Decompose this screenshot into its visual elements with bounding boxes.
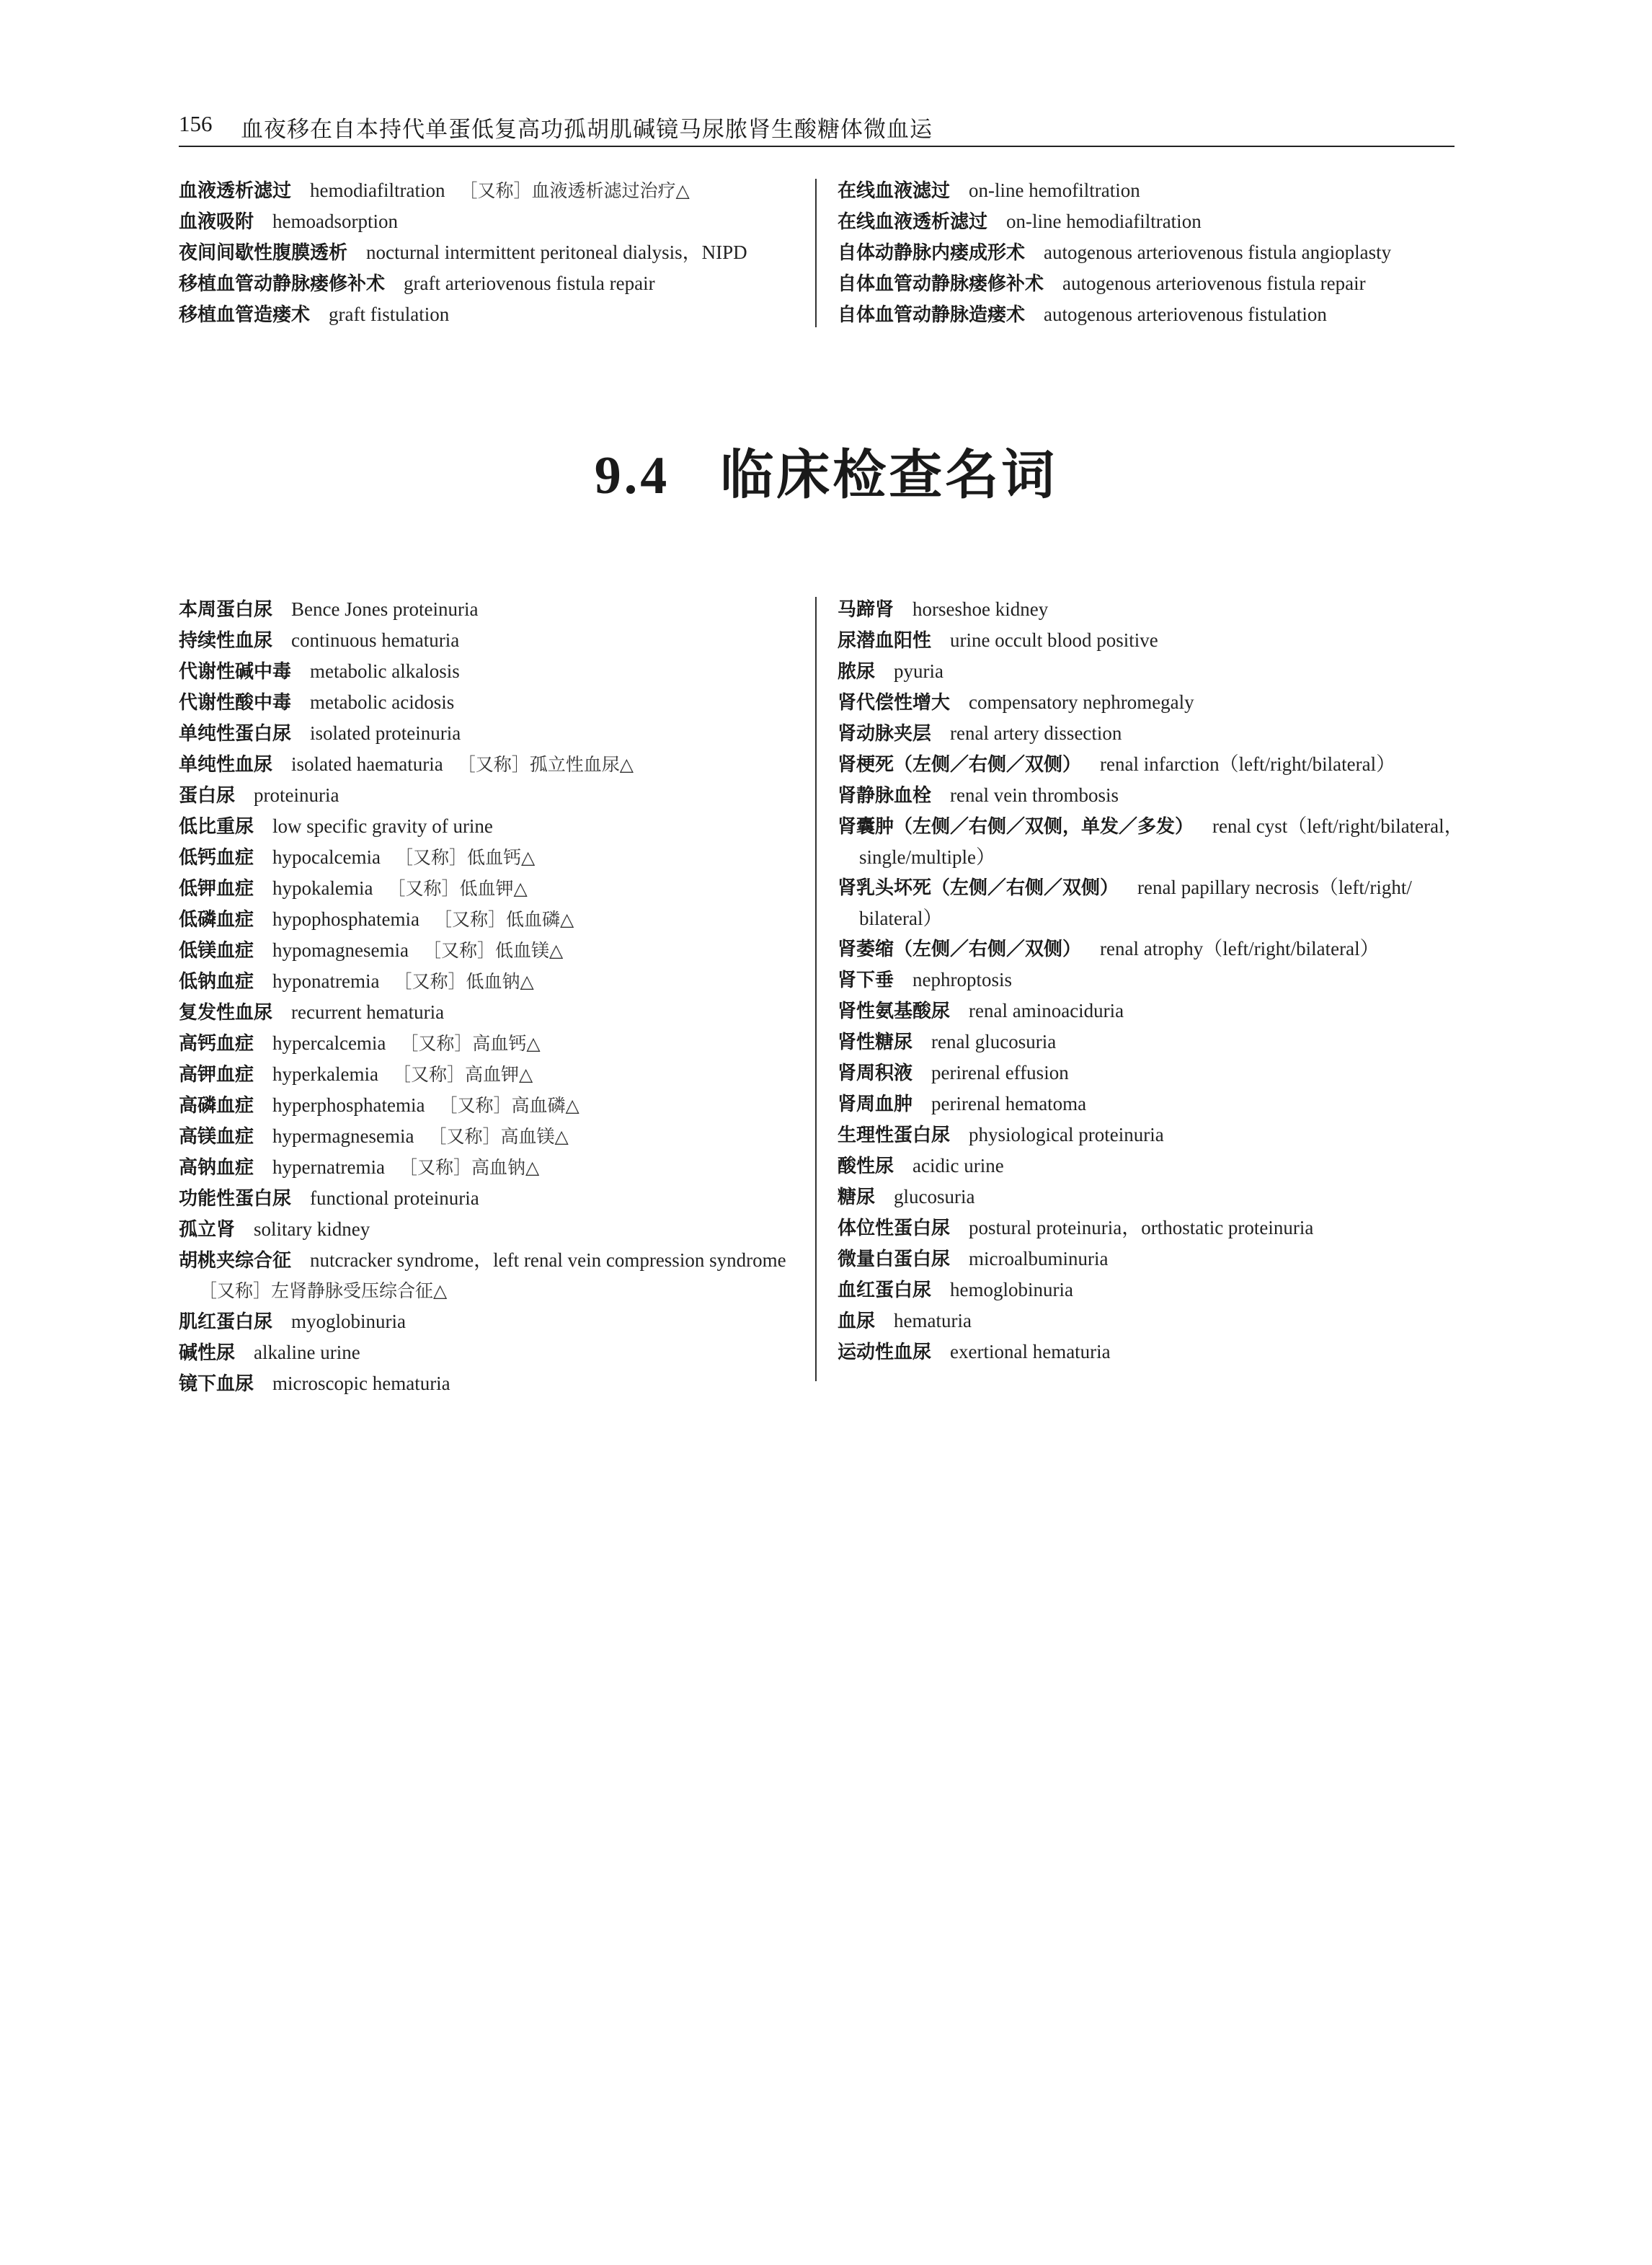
glossary-entry <box>838 780 1464 811</box>
english-term: pyuria <box>894 660 943 682</box>
glossary-entry <box>838 934 1464 965</box>
chinese-term: 马蹄肾 <box>838 599 894 621</box>
english-term: hypokalemia <box>272 877 373 899</box>
english-term: hypernatremia <box>272 1156 385 1178</box>
english-term: physiological proteinuria <box>969 1124 1164 1145</box>
english-term: myoglobinuria <box>291 1311 406 1332</box>
header-rule <box>179 146 1455 147</box>
glossary-entry <box>179 1090 786 1121</box>
english-term: autogenous arteriovenous fistulation <box>1044 303 1327 325</box>
english-term: hyperkalemia <box>272 1063 378 1085</box>
english-term: renal aminoaciduria <box>969 1000 1124 1021</box>
english-term: microscopic hematuria <box>272 1373 450 1394</box>
chinese-term: 低钠血症 <box>179 971 254 993</box>
glossary-entry <box>838 996 1464 1027</box>
glossary-entry <box>179 237 747 268</box>
top-right-column <box>838 175 1391 330</box>
glossary-entry <box>838 1244 1464 1275</box>
english-term: compensatory nephromegaly <box>969 691 1194 713</box>
glossary-entry <box>838 1027 1464 1058</box>
english-term: perirenal hematoma <box>931 1093 1087 1114</box>
glossary-entry <box>179 1214 786 1245</box>
glossary-entry <box>179 1121 786 1152</box>
chinese-term: 肾梗死（左侧／右侧／双侧） <box>838 754 1082 776</box>
chinese-term: 肾乳头坏死（左侧／右侧／双侧） <box>838 877 1119 899</box>
chinese-term: 高钾血症 <box>179 1064 254 1086</box>
chinese-term: 肾周积液 <box>838 1063 913 1084</box>
chinese-term: 血液吸附 <box>179 211 254 233</box>
english-term: microalbuminuria <box>969 1248 1109 1269</box>
chinese-term: 孤立肾 <box>179 1219 236 1241</box>
english-term: hyperphosphatemia <box>272 1094 425 1116</box>
chinese-term: 低镁血症 <box>179 940 254 962</box>
glossary-entry <box>179 687 786 718</box>
english-term: glucosuria <box>894 1186 975 1207</box>
chinese-term: 肾性氨基酸尿 <box>838 1001 951 1022</box>
glossary-entry <box>838 1275 1464 1306</box>
chinese-term: 脓尿 <box>838 661 876 683</box>
main-column-divider <box>815 597 817 1381</box>
chinese-term: 自体血管动静脉造瘘术 <box>838 304 1026 326</box>
chinese-term: 自体血管动静脉瘘修补术 <box>838 273 1044 295</box>
english-term: on-line hemofiltration <box>969 179 1140 201</box>
chinese-term: 低钾血症 <box>179 878 254 900</box>
chinese-term: 镜下血尿 <box>179 1373 254 1395</box>
chinese-term: 单纯性蛋白尿 <box>179 723 292 745</box>
chinese-term: 肾静脉血栓 <box>838 785 932 807</box>
glossary-entry <box>838 625 1464 656</box>
chinese-term: 夜间间歇性腹膜透析 <box>179 242 348 264</box>
alias-term: ［又称］血液透析滤过治疗△ <box>459 180 690 201</box>
alias-term: ［又称］高血磷△ <box>439 1095 579 1116</box>
english-term: metabolic alkalosis <box>310 660 460 682</box>
chinese-term: 移植血管造瘘术 <box>179 304 311 326</box>
english-term: renal cyst（left/right/bilateral， <box>1212 815 1464 837</box>
alias-term: ［又称］高血钙△ <box>400 1033 541 1054</box>
glossary-entry <box>838 1120 1464 1151</box>
english-term: hemodiafiltration <box>310 179 445 201</box>
english-term: Bence Jones proteinuria <box>291 598 479 620</box>
glossary-entry <box>838 1151 1464 1182</box>
glossary-entry <box>838 299 1391 330</box>
english-term: renal artery dissection <box>950 722 1122 744</box>
section-number: 9.4 <box>594 446 670 505</box>
main-right-column <box>838 594 1464 1368</box>
glossary-entry <box>838 268 1391 299</box>
english-term: hyponatremia <box>272 970 380 992</box>
chinese-term: 高镁血症 <box>179 1126 254 1148</box>
chinese-term: 肾周血肿 <box>838 1094 913 1115</box>
glossary-entry <box>179 780 786 811</box>
alias-term: ［又称］低血镁△ <box>422 940 564 961</box>
english-term-continued: single/multiple） <box>859 846 995 868</box>
glossary-entry <box>179 1245 786 1276</box>
chinese-term: 高钙血症 <box>179 1033 254 1055</box>
chinese-term: 低磷血症 <box>179 909 254 931</box>
chinese-term: 代谢性酸中毒 <box>179 692 292 714</box>
glossary-entry <box>179 625 786 656</box>
chinese-term: 血红蛋白尿 <box>838 1280 932 1301</box>
glossary-entry <box>838 1337 1464 1368</box>
glossary-entry <box>838 1182 1464 1213</box>
glossary-entry <box>838 1058 1464 1089</box>
chinese-term: 功能性蛋白尿 <box>179 1188 292 1210</box>
chinese-term: 酸性尿 <box>838 1156 894 1177</box>
english-term: alkaline urine <box>254 1342 360 1363</box>
chinese-term: 低钙血症 <box>179 847 254 869</box>
alias-term: ［又称］高血钾△ <box>392 1064 533 1085</box>
chinese-term: 血液透析滤过 <box>179 180 292 202</box>
glossary-entry <box>179 749 786 780</box>
glossary-entry <box>838 965 1464 996</box>
english-term: nutcracker syndrome，left renal vein compression syndrome <box>310 1249 786 1271</box>
chinese-term: 肾动脉夹层 <box>838 723 932 745</box>
alias-term: ［又称］低血磷△ <box>433 909 574 930</box>
glossary-entry <box>179 718 786 749</box>
english-term: renal atrophy（left/right/bilateral） <box>1100 938 1380 959</box>
glossary-entry <box>179 1152 786 1183</box>
chinese-term: 胡桃夹综合征 <box>179 1250 292 1272</box>
glossary-entry <box>179 268 747 299</box>
chinese-term: 代谢性碱中毒 <box>179 661 292 683</box>
english-term: hemoglobinuria <box>950 1279 1073 1300</box>
glossary-entry <box>179 206 747 237</box>
chinese-term: 复发性血尿 <box>179 1002 273 1024</box>
english-term: graft fistulation <box>329 303 450 325</box>
alias-term: ［又称］低血钙△ <box>394 847 536 868</box>
english-term: isolated haematuria <box>291 753 443 775</box>
glossary-entry <box>838 1089 1464 1120</box>
alias-term: ［又称］低血钾△ <box>387 878 528 899</box>
chinese-term: 肾下垂 <box>838 970 894 991</box>
english-term: postural proteinuria，orthostatic proteinuria <box>969 1217 1314 1238</box>
glossary-entry <box>179 656 786 687</box>
chinese-term: 肾囊肿（左侧／右侧／双侧，单发／多发） <box>838 816 1194 838</box>
english-term: functional proteinuria <box>310 1187 479 1209</box>
english-term: renal glucosuria <box>931 1031 1057 1052</box>
english-term: nephroptosis <box>912 969 1013 990</box>
top-left-column <box>179 175 747 330</box>
page-header <box>179 107 1455 147</box>
chinese-term: 生理性蛋白尿 <box>838 1125 951 1146</box>
chinese-term: 肌红蛋白尿 <box>179 1311 273 1333</box>
alias-term: ［又称］高血钠△ <box>399 1157 540 1178</box>
english-term: hypercalcemia <box>272 1032 386 1054</box>
glossary-entry <box>838 206 1391 237</box>
alias-term: ［又称］低血钠△ <box>394 971 534 992</box>
chinese-term: 尿潜血阳性 <box>838 630 932 652</box>
chinese-term: 碱性尿 <box>179 1342 236 1364</box>
english-term: graft arteriovenous fistula repair <box>404 272 655 294</box>
chinese-term: 单纯性血尿 <box>179 754 273 776</box>
english-term: hematuria <box>894 1310 972 1331</box>
running-title: 血夜移在自本持代单蛋低复高功孤胡肌碱镜马尿脓肾生酸糖体微血运 <box>241 117 933 143</box>
english-term: hemoadsorption <box>272 210 398 232</box>
english-term: proteinuria <box>254 784 339 806</box>
chinese-term: 自体动静脉内瘘成形术 <box>838 242 1026 264</box>
top-column-divider <box>815 179 817 327</box>
glossary-entry <box>179 1028 786 1059</box>
glossary-entry <box>179 997 786 1028</box>
english-term: hypermagnesemia <box>272 1125 414 1147</box>
chinese-term: 低比重尿 <box>179 816 254 838</box>
alias-term-continued: ［又称］左肾静脉受压综合征△ <box>199 1280 448 1301</box>
chinese-term: 肾性糖尿 <box>838 1032 913 1053</box>
english-term: low specific gravity of urine <box>272 815 493 837</box>
glossary-entry <box>179 904 786 935</box>
english-term: hypomagnesemia <box>272 939 409 961</box>
section-heading: 临床检查名词 <box>720 444 1058 506</box>
glossary-entry <box>179 935 786 966</box>
glossary-entry <box>179 1337 786 1368</box>
main-left-column <box>179 594 786 1399</box>
chinese-term: 高钠血症 <box>179 1157 254 1179</box>
english-term: isolated proteinuria <box>310 722 461 744</box>
chinese-term: 在线血液滤过 <box>838 180 951 202</box>
english-term: urine occult blood positive <box>950 629 1158 651</box>
english-term: acidic urine <box>912 1155 1004 1176</box>
english-term: solitary kidney <box>254 1218 370 1240</box>
english-term: recurrent hematuria <box>291 1001 445 1023</box>
glossary-entry <box>179 175 747 206</box>
glossary-entry <box>179 1059 786 1090</box>
english-term: autogenous arteriovenous fistula repair <box>1062 272 1366 294</box>
glossary-entry <box>838 656 1464 687</box>
chinese-term: 微量白蛋白尿 <box>838 1249 951 1270</box>
chinese-term: 运动性血尿 <box>838 1342 932 1363</box>
english-term: continuous hematuria <box>291 629 460 651</box>
alias-term: ［又称］孤立性血尿△ <box>457 754 634 775</box>
glossary-entry <box>838 594 1464 625</box>
glossary-entry <box>179 1368 786 1399</box>
english-term: hypocalcemia <box>272 846 381 868</box>
chinese-term: 本周蛋白尿 <box>179 599 273 621</box>
alias-term: ［又称］高血镁△ <box>428 1126 569 1147</box>
chinese-term: 在线血液透析滤过 <box>838 211 988 233</box>
glossary-entry <box>838 687 1464 718</box>
section-title <box>0 433 1652 509</box>
chinese-term: 移植血管动静脉瘘修补术 <box>179 273 386 295</box>
glossary-entry <box>838 811 1464 842</box>
english-term: autogenous arteriovenous fistula angioplasty <box>1044 241 1392 263</box>
chinese-term: 体位性蛋白尿 <box>838 1218 951 1239</box>
chinese-term: 持续性血尿 <box>179 630 273 652</box>
chinese-term: 蛋白尿 <box>179 785 236 807</box>
english-term: renal vein thrombosis <box>950 784 1119 806</box>
english-term: exertional hematuria <box>950 1341 1111 1362</box>
chinese-term: 血尿 <box>838 1311 876 1332</box>
glossary-entry <box>838 237 1391 268</box>
glossary-entry <box>179 811 786 842</box>
glossary-entry <box>179 594 786 625</box>
chinese-term: 肾萎缩（左侧／右侧／双侧） <box>838 939 1082 960</box>
glossary-entry <box>179 299 747 330</box>
english-term: nocturnal intermittent peritoneal dialysis，NIPD <box>366 241 747 263</box>
glossary-entry <box>179 842 786 873</box>
glossary-entry <box>838 175 1391 206</box>
chinese-term: 肾代偿性增大 <box>838 692 951 714</box>
glossary-entry <box>179 1183 786 1214</box>
glossary-entry <box>179 966 786 997</box>
glossary-entry <box>179 1306 786 1337</box>
chinese-term: 糖尿 <box>838 1187 876 1208</box>
english-term: renal infarction（left/right/bilateral） <box>1100 753 1396 775</box>
glossary-entry <box>838 1213 1464 1244</box>
english-term: hypophosphatemia <box>272 908 419 930</box>
english-term: perirenal effusion <box>931 1062 1069 1083</box>
english-term-continued: bilateral） <box>859 908 943 929</box>
glossary-entry <box>838 872 1464 903</box>
english-term: metabolic acidosis <box>310 691 455 713</box>
english-term: on-line hemodiafiltration <box>1006 210 1202 232</box>
glossary-entry <box>838 718 1464 749</box>
page-number: 156 <box>179 111 213 136</box>
english-term: horseshoe kidney <box>912 598 1049 620</box>
english-term: renal papillary necrosis（left/right/ <box>1137 877 1412 898</box>
glossary-entry <box>838 1306 1464 1337</box>
glossary-entry <box>838 749 1464 780</box>
chinese-term: 高磷血症 <box>179 1095 254 1117</box>
glossary-entry <box>179 873 786 904</box>
